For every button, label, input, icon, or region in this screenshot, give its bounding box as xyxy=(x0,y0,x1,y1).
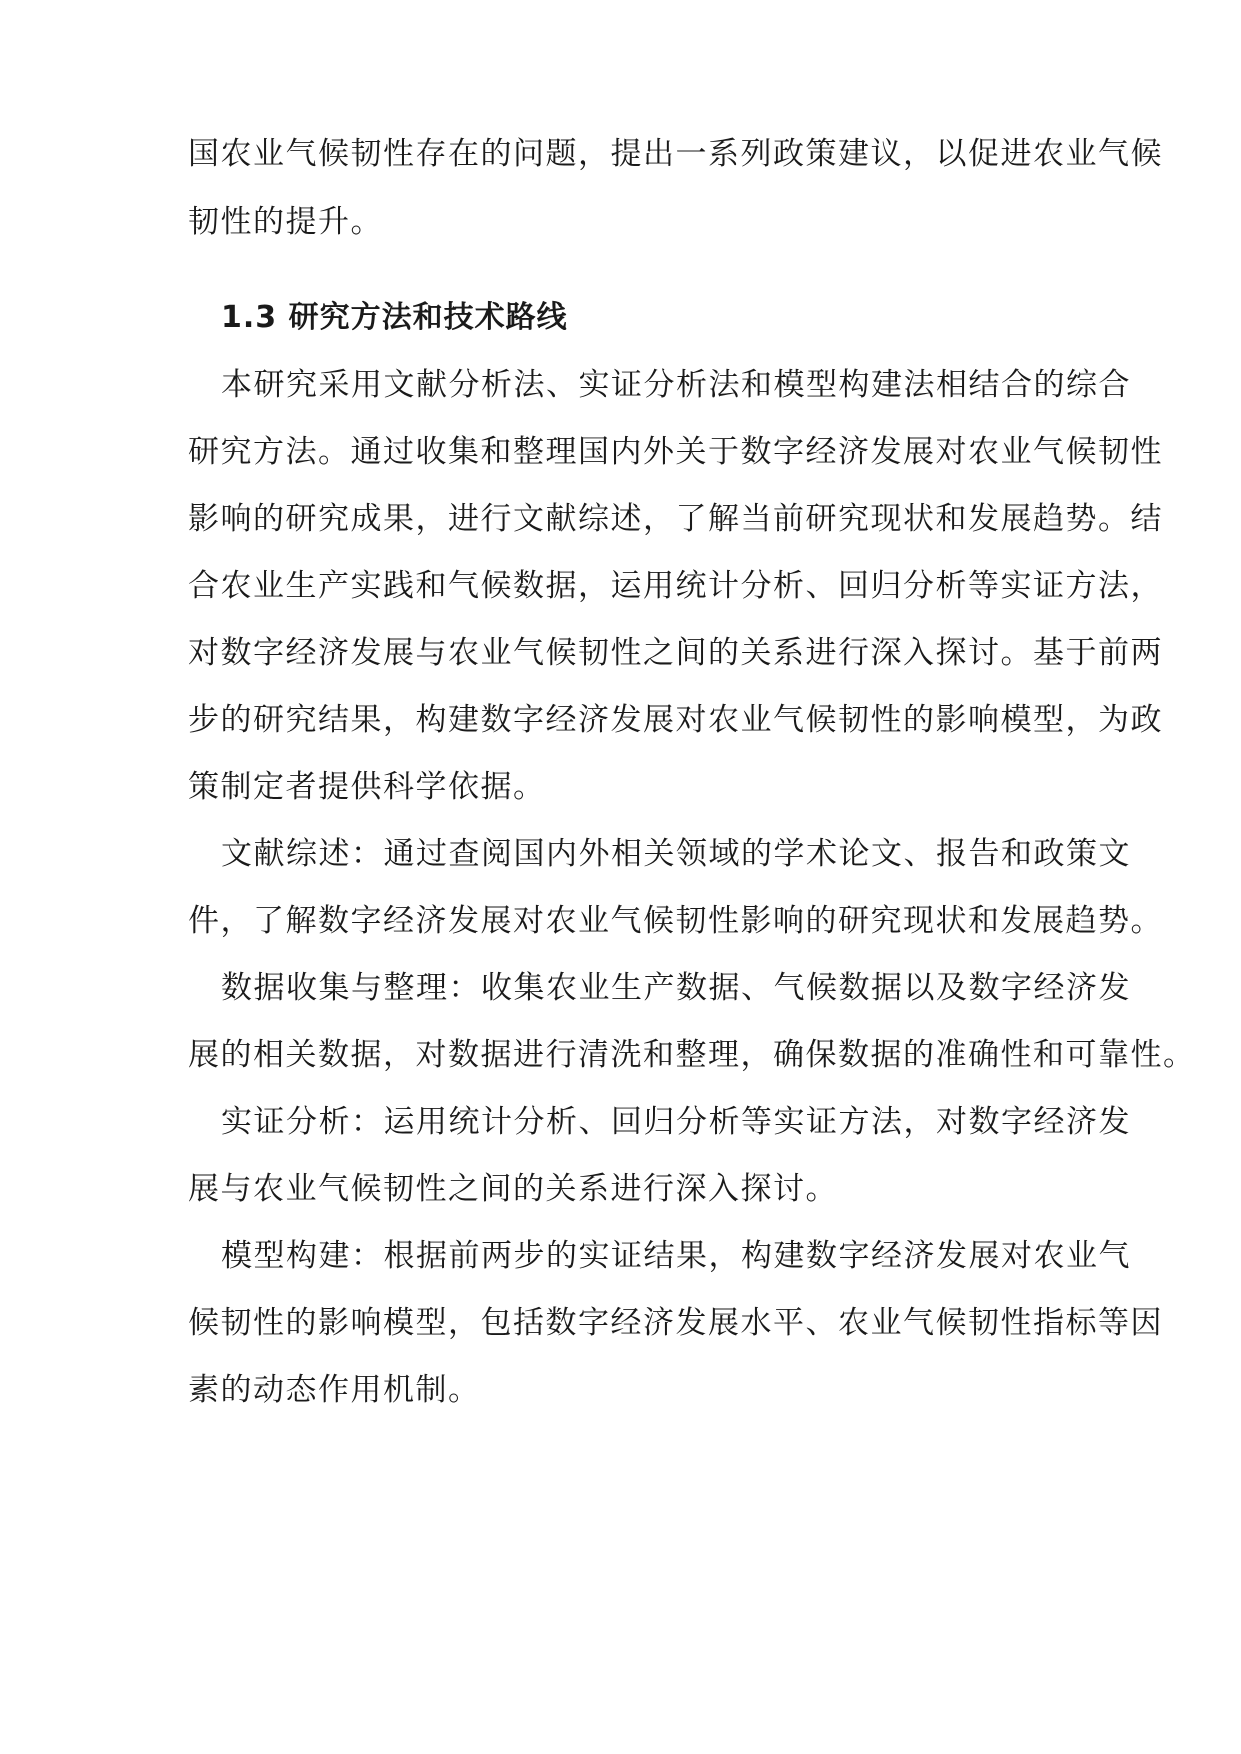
paragraph-line: 研究方法。通过收集和整理国内外关于数字经济发展对农业气候韧性 xyxy=(188,434,1163,470)
paragraph-line: 文献综述：通过查阅国内外相关领域的学术论文、报告和政策文 xyxy=(221,836,1131,872)
paragraph-line: 数据收集与整理：收集农业生产数据、气候数据以及数字经济发 xyxy=(221,970,1131,1006)
paragraph-line: 展的相关数据，对数据进行清洗和整理，确保数据的准确性和可靠性。 xyxy=(188,1037,1196,1073)
paragraph-line: 国农业气候韧性存在的问题，提出一系列政策建议，以促进农业气候 xyxy=(188,136,1163,172)
paragraph-line: 本研究采用文献分析法、实证分析法和模型构建法相结合的综合 xyxy=(221,367,1131,403)
paragraph-line: 影响的研究成果，进行文献综述，了解当前研究现状和发展趋势。结 xyxy=(188,501,1163,537)
paragraph-line: 对数字经济发展与农业气候韧性之间的关系进行深入探讨。基于前两 xyxy=(188,635,1163,671)
paragraph-line: 策制定者提供科学依据。 xyxy=(188,769,546,805)
paragraph-line: 步的研究结果，构建数字经济发展对农业气候韧性的影响模型，为政 xyxy=(188,702,1163,738)
paragraph-line: 实证分析：运用统计分析、回归分析等实证方法，对数字经济发 xyxy=(221,1104,1131,1140)
paragraph-line: 合农业生产实践和气候数据，运用统计分析、回归分析等实证方法， xyxy=(188,568,1163,604)
section-heading: 1.3 研究方法和技术路线 xyxy=(221,300,568,335)
paragraph-line: 素的动态作用机制。 xyxy=(188,1372,481,1408)
paragraph-line: 候韧性的影响模型，包括数字经济发展水平、农业气候韧性指标等因 xyxy=(188,1305,1163,1341)
paragraph-line: 展与农业气候韧性之间的关系进行深入探讨。 xyxy=(188,1171,838,1207)
paragraph-line: 件，了解数字经济发展对农业气候韧性影响的研究现状和发展趋势。 xyxy=(188,903,1163,939)
paragraph-line: 韧性的提升。 xyxy=(188,204,383,240)
paragraph-line: 模型构建：根据前两步的实证结果，构建数字经济发展对农业气 xyxy=(221,1238,1131,1274)
